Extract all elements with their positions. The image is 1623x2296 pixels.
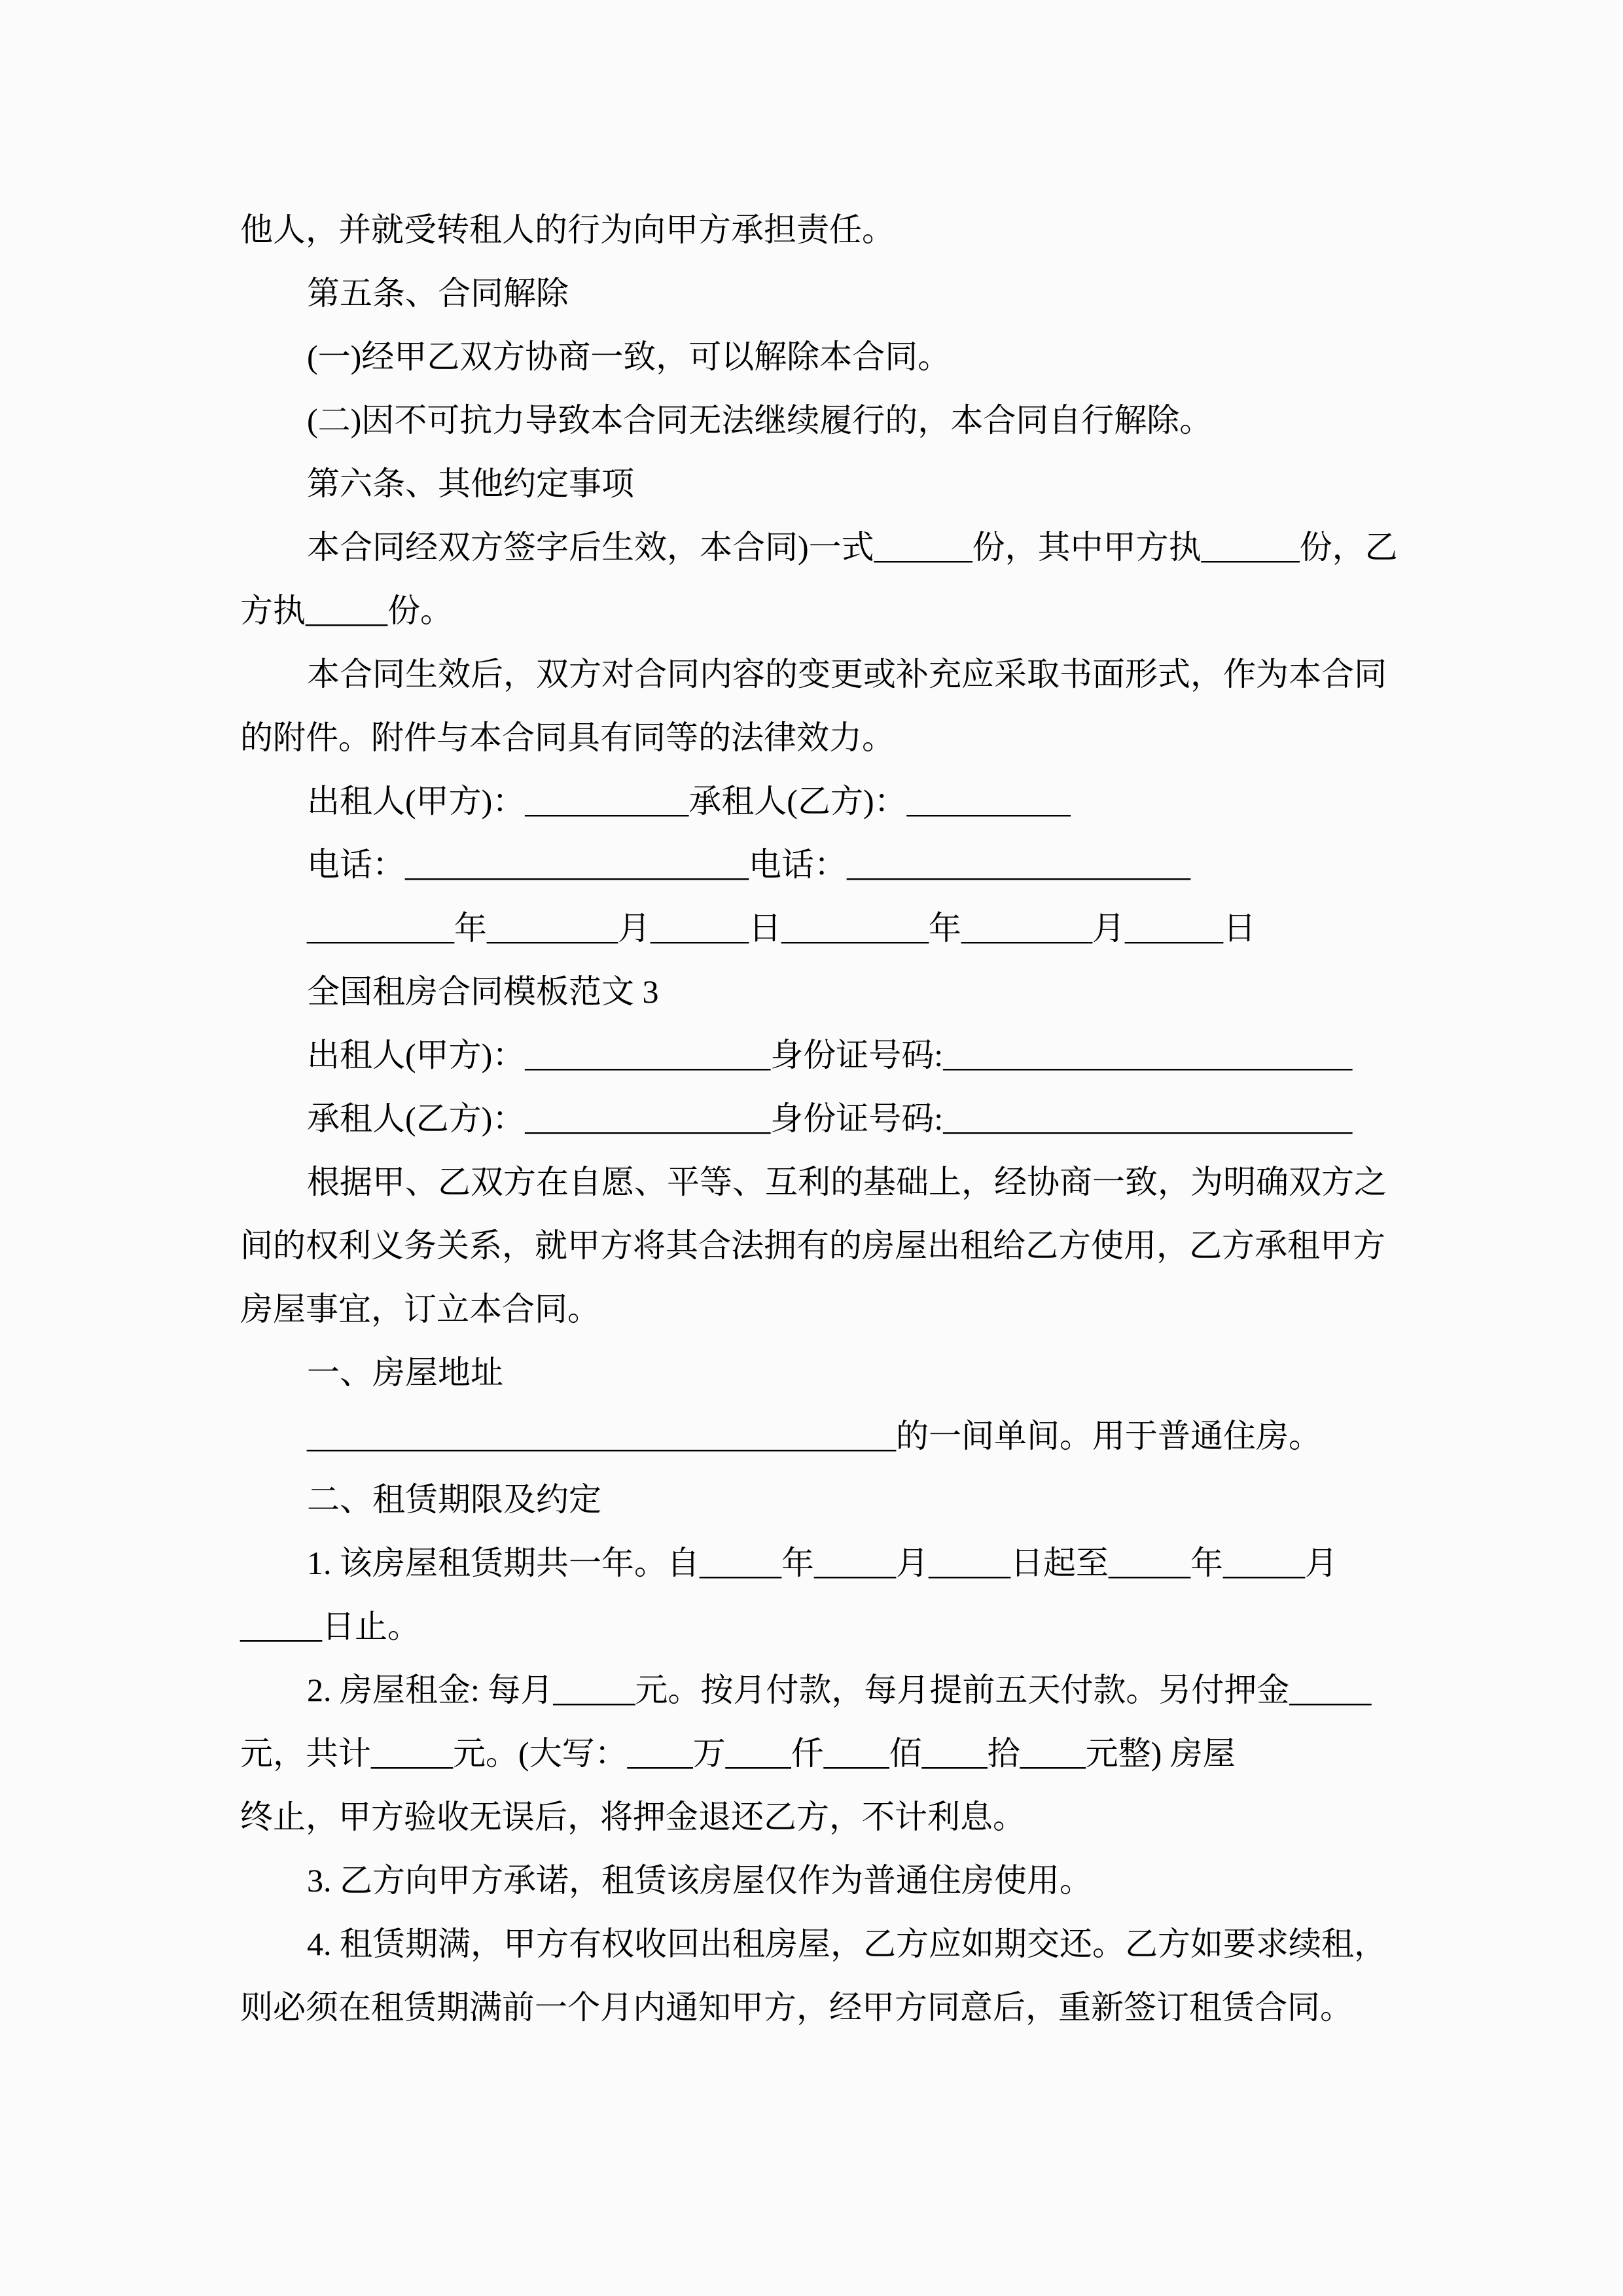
date-fill-line: _________年________月______日_________年________月______日: [307, 910, 1256, 946]
signature-fill-line: 出租人(甲方)：__________承租人(乙方)：__________: [307, 783, 1071, 819]
contract-line: 4. 租赁期满，甲方有权收回出租房屋，乙方应如期交还。乙方如要求续租，: [307, 1926, 1387, 1962]
contract-line: _____日止。: [240, 1608, 420, 1645]
contract-line: 的附件。附件与本合同具有同等的法律效力。: [240, 719, 895, 756]
contract-line: 本合同经双方签字后生效，本合同)一式______份，其中甲方执______份，乙: [307, 529, 1398, 565]
contract-line: 间的权利义务关系，就甲方将其合法拥有的房屋出租给乙方使用，乙方承租甲方: [240, 1227, 1385, 1264]
contract-text: [240, 198, 1412, 2039]
contract-line: 终止，甲方验收无误后，将押金退还乙方，不计利息。: [240, 1799, 1026, 1835]
contract-line: 根据甲、乙双方在自愿、平等、互利的基础上，经协商一致，为明确双方之: [307, 1164, 1387, 1200]
contract-line: (二)因不可抗力导致本合同无法继续履行的，本合同自行解除。: [307, 402, 1213, 439]
contract-line: 则必须在租赁期满前一个月内通知甲方，经甲方同意后，重新签订租赁合同。: [240, 1989, 1353, 2026]
lessee-id-fill-line: 承租人(乙方)：_______________身份证号码:_________________________: [307, 1100, 1353, 1137]
contract-line: 3. 乙方向甲方承诺，租赁该房屋仅作为普通住房使用。: [307, 1862, 1092, 1899]
address-fill-line: ____________________________________的一间单间。用于普通住房。: [307, 1418, 1321, 1454]
lessor-id-fill-line: 出租人(甲方)：_______________身份证号码:_________________________: [307, 1037, 1353, 1073]
rent-fill-line: 2. 房屋租金: 每月_____元。按月付款，每月提前五天付款。另付押金_____: [307, 1672, 1372, 1708]
clause-heading-article-6: 第六条、其他约定事项: [307, 465, 634, 502]
phone-fill-line: 电话：_____________________电话：_____________________: [307, 846, 1190, 883]
section-heading-lease-term: 二、租赁期限及约定: [307, 1481, 601, 1518]
lease-term-fill-line: 1. 该房屋租赁期共一年。自_____年_____月_____日起至_____年_____月: [307, 1545, 1338, 1581]
document-title: 全国租房合同模板范文 3: [307, 973, 659, 1010]
contract-line: 他人，并就受转租人的行为向甲方承担责任。: [240, 211, 895, 248]
rent-amount-fill-line: 元，共计_____元。(大写：____万____仟____佰____拾____元整) 房屋: [240, 1735, 1236, 1772]
clause-heading-article-5: 第五条、合同解除: [307, 275, 569, 312]
contract-line: 方执_____份。: [240, 592, 453, 629]
contract-line: 房屋事宜，订立本合同。: [240, 1291, 600, 1327]
contract-line: 本合同生效后，双方对合同内容的变更或补充应采取书面形式，作为本合同: [307, 656, 1387, 692]
section-heading-address: 一、房屋地址: [307, 1354, 503, 1391]
contract-line: (一)经甲乙双方协商一致，可以解除本合同。: [307, 338, 951, 375]
